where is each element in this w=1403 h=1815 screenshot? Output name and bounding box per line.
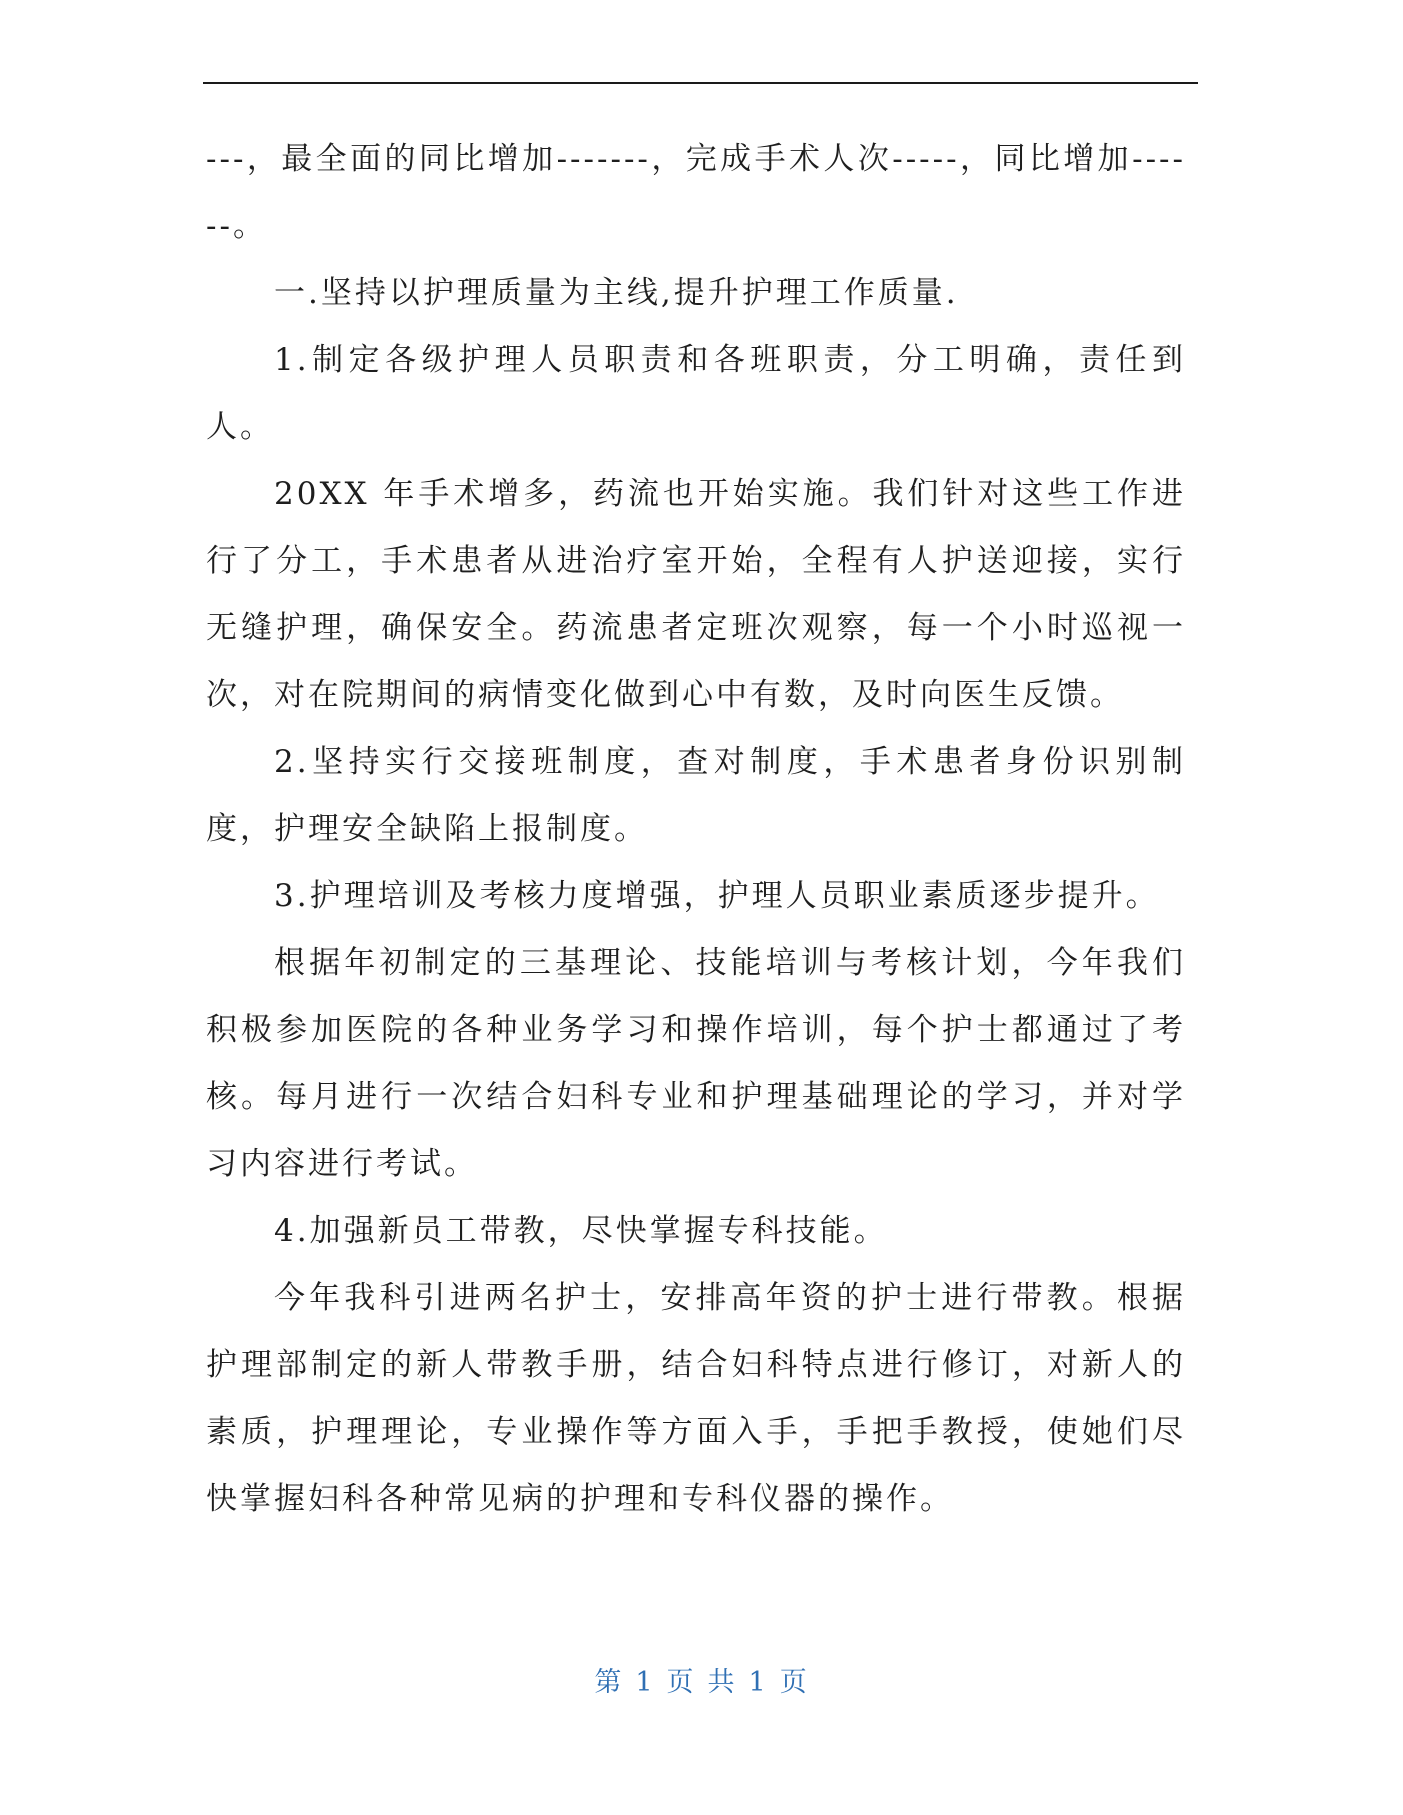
footer-page-number: 1 xyxy=(635,1667,655,1698)
paragraph: 1.制定各级护理人员职责和各班职责，分工明确，责任到人。 xyxy=(206,342,1186,445)
footer-total-pages: 1 xyxy=(748,1667,768,1698)
paragraph: 今年我科引进两名护士，安排高年资的护士进行带教。根据护理部制定的新人带教手册，结合妇科特点进行修订，对新人的素质，护理理论，专业操作等方面入手，手把手教授，使她们尽快掌握妇科各种常见病的护理和专科仪器的操作。 xyxy=(206,1280,1186,1517)
paragraph: 3.护理培训及考核力度增强，护理人员职业素质逐步提升。 xyxy=(274,878,1160,914)
paragraph: 4.加强新员工带教，尽快掌握专科技能。 xyxy=(274,1213,888,1249)
header-divider xyxy=(203,82,1198,84)
footer-di: 第 xyxy=(594,1667,624,1698)
paragraph: 2.坚持实行交接班制度，查对制度，手术患者身份识别制度，护理安全缺陷上报制度。 xyxy=(206,744,1186,847)
footer-gong: 共 xyxy=(707,1667,737,1698)
footer-ye: 页 xyxy=(666,1667,696,1698)
paragraph: 20XX 年手术增多，药流也开始实施。我们针对这些工作进行了分工，手术患者从进治疗室开始，全程有人护送迎接，实行无缝护理，确保安全。药流患者定班次观察，每一个小时巡视一次，对在院期间的病情变化做到心中有数，及时向医生反馈。 xyxy=(206,476,1186,713)
footer-ye2: 页 xyxy=(779,1667,809,1698)
paragraph-heading: 一.坚持以护理质量为主线,提升护理工作质量. xyxy=(274,275,959,311)
paragraph: 根据年初制定的三基理论、技能培训与考核计划，今年我们积极参加医院的各种业务学习和操作培训，每个护士都通过了考核。每月进行一次结合妇科专业和护理基础理论的学习，并对学习内容进行考试。 xyxy=(206,945,1186,1182)
paragraph: ---，最全面的同比增加-------，完成手术人次-----，同比增加------。 xyxy=(206,141,1186,244)
page-footer xyxy=(0,1660,1403,1699)
document-body xyxy=(206,126,1186,1533)
